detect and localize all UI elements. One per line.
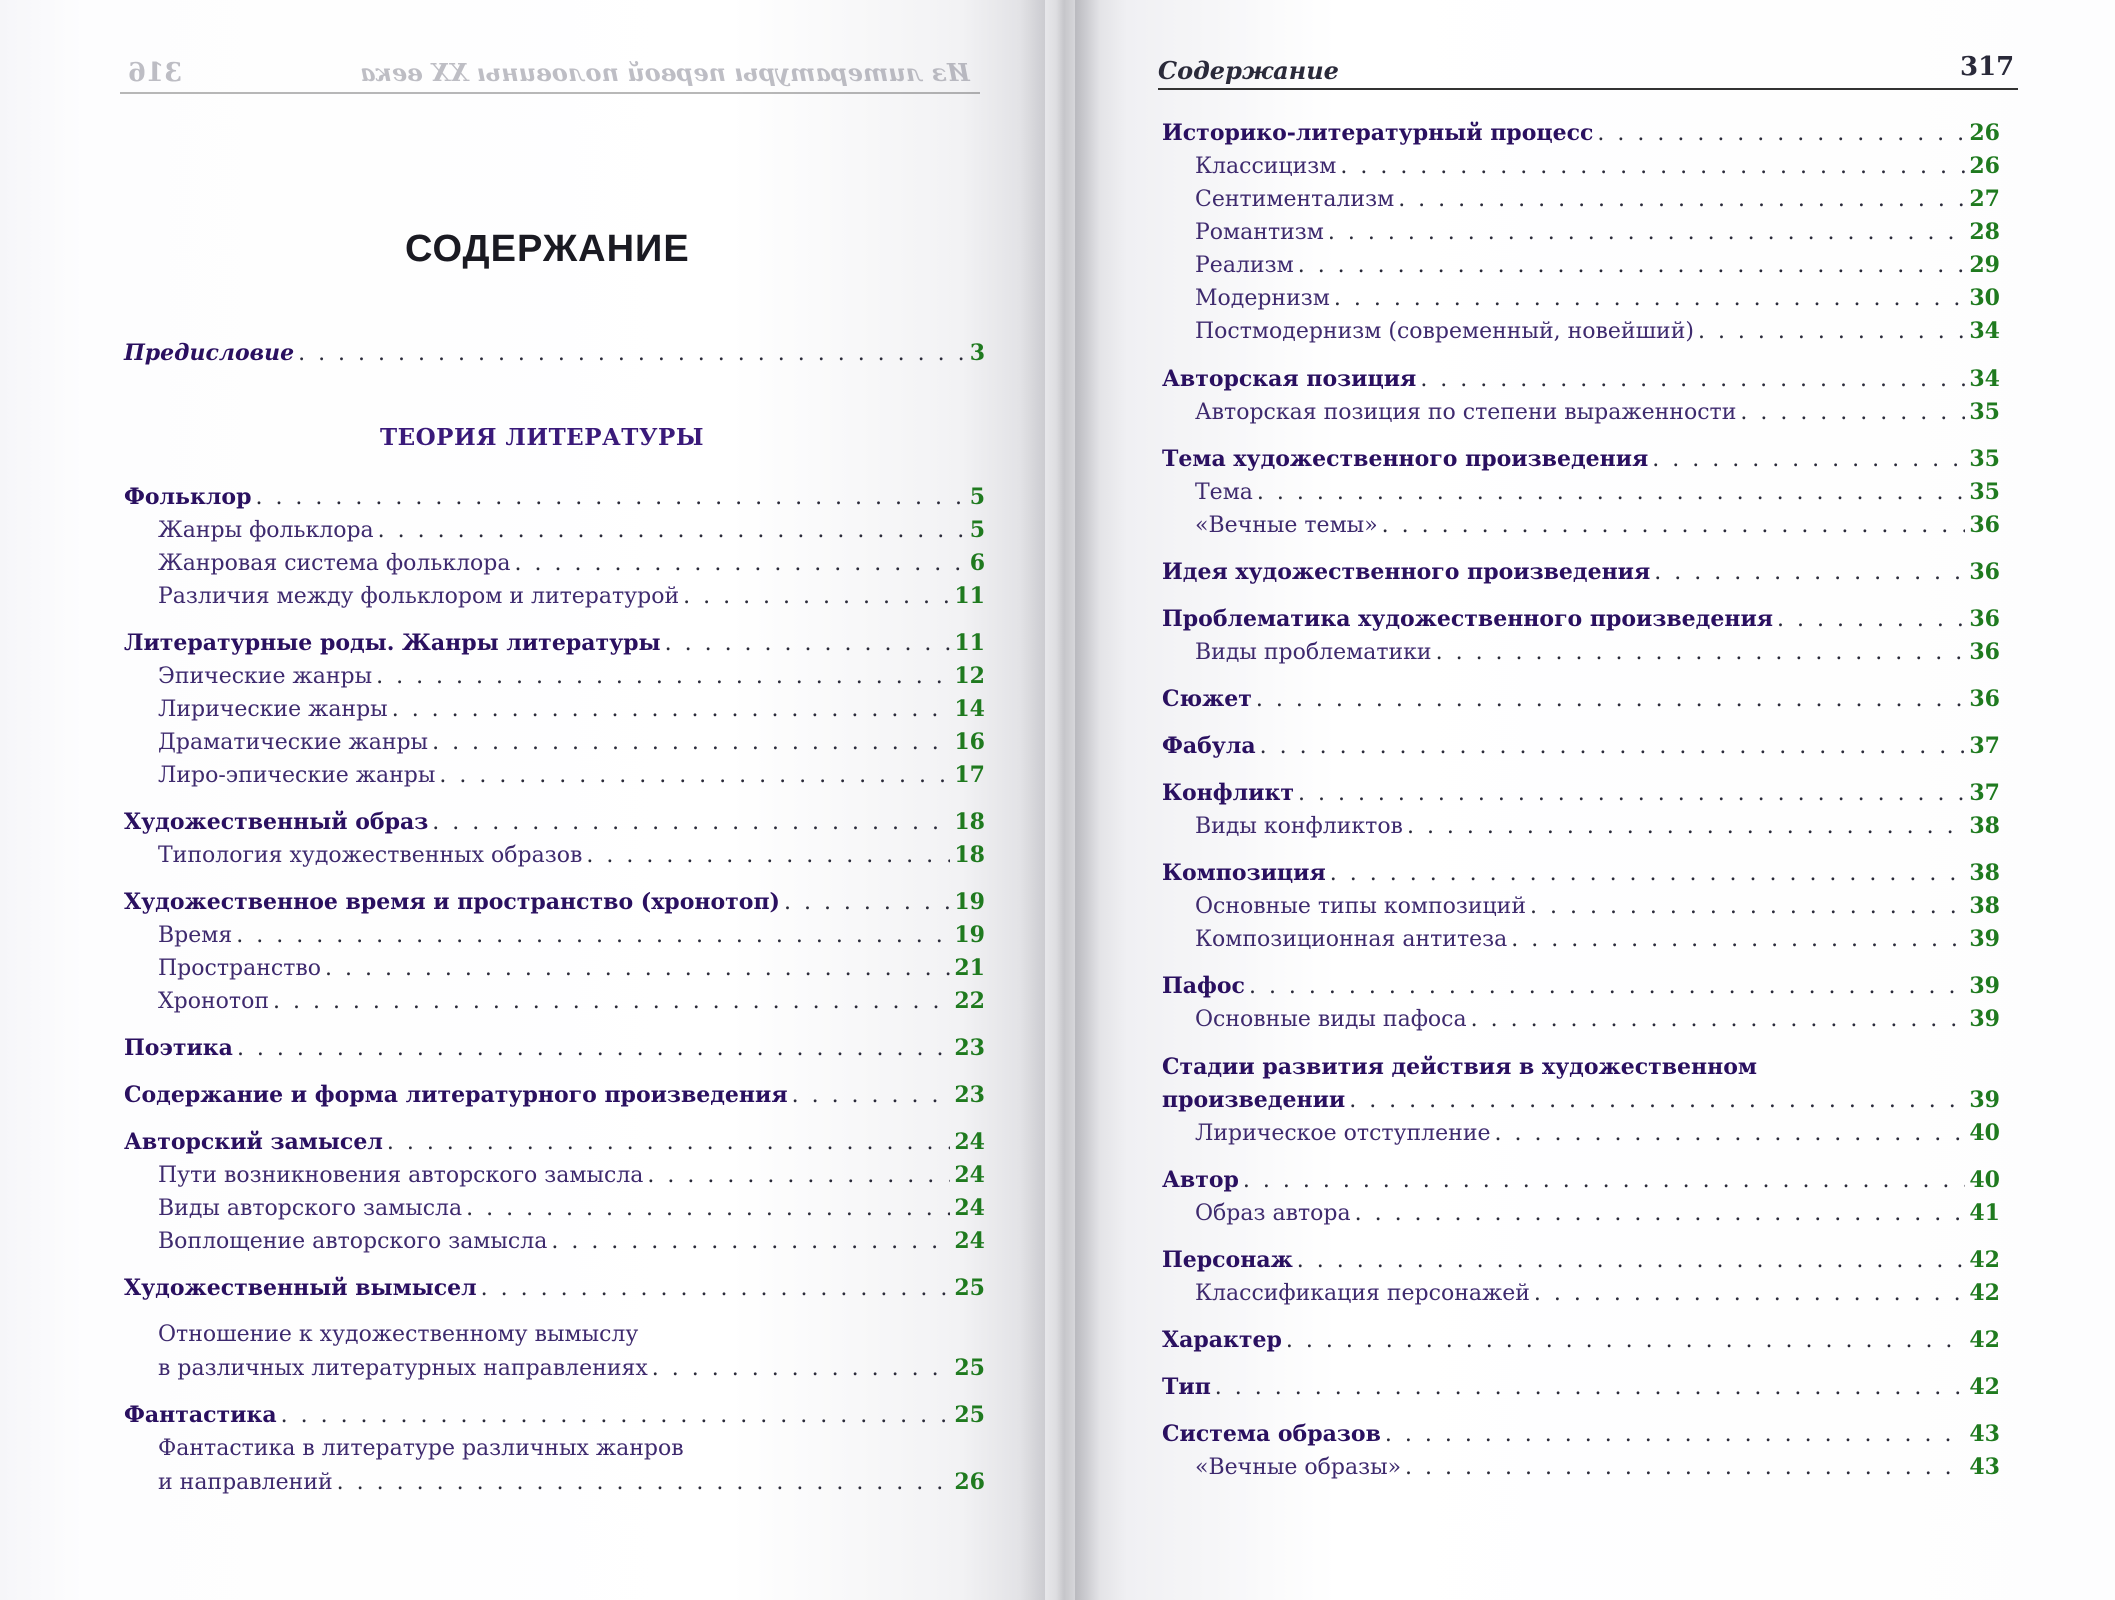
left-folio: 316 (128, 58, 183, 88)
toc-page-number: 43 (1969, 1454, 2000, 1480)
toc-entry-chapter (1162, 858, 2000, 889)
toc-entry-label: произведении (1162, 1087, 1346, 1113)
toc-page-number: 35 (1969, 399, 2000, 425)
toc-leader-dots (1530, 892, 1965, 922)
toc-page-number: 38 (1969, 893, 2000, 919)
toc-leader-dots (1495, 1119, 1966, 1149)
toc-entry-chapter (1162, 118, 2000, 149)
toc-leader-dots (1215, 1373, 1966, 1403)
toc-entry-label: Основные виды пафоса (1195, 1007, 1467, 1032)
toc-entry-label: Классицизм (1195, 154, 1337, 179)
toc-entry-label: Композиционная антитеза (1195, 927, 1508, 952)
toc-entry-label: Авторская позиция (1162, 366, 1417, 392)
toc-leader-dots (1398, 185, 1965, 215)
toc-leader-dots (1597, 119, 1965, 149)
toc-entry-chapter (1162, 1325, 2000, 1356)
toc-leader-dots (481, 1274, 951, 1304)
toc-entry-label: Воплощение авторского замысла (158, 1229, 548, 1254)
toc-entry-label: Классификация персонажей (1195, 1281, 1530, 1306)
toc-page-number: 22 (954, 988, 985, 1014)
right-folio: 317 (1960, 52, 2015, 82)
toc-leader-dots (1382, 511, 1966, 541)
toc-entry-subsection (158, 727, 985, 758)
toc-page-number: 39 (1969, 1087, 2000, 1113)
toc-entry-label: Конфликт (1162, 780, 1294, 806)
toc-entry-label: Характер (1162, 1327, 1282, 1353)
toc-entry-subsection (158, 661, 985, 692)
toc-entry-label: Художественное время и пространство (хронотоп) (124, 889, 780, 915)
toc-page-number: 28 (1969, 219, 2000, 245)
toc-leader-dots (376, 662, 950, 692)
toc-entry-subsection (1195, 924, 2000, 955)
toc-page-number: 5 (969, 517, 985, 543)
toc-page-number: 25 (954, 1275, 985, 1301)
toc-entry-label: Пути возникновения авторского замысла (158, 1163, 644, 1188)
toc-entry-label: Драматические жанры (158, 730, 429, 755)
toc-page-number: 24 (954, 1195, 985, 1221)
toc-page-number: 37 (1969, 780, 2000, 806)
toc-entry-label: Модернизм (1195, 286, 1330, 311)
book-gutter (1020, 0, 1100, 1600)
toc-page-number: 39 (1969, 1006, 2000, 1032)
toc-leader-dots (466, 1194, 950, 1224)
toc-leader-dots (1420, 365, 1965, 395)
toc-entry-label: в различных литературных направлениях (158, 1356, 648, 1381)
toc-page-number: 40 (1969, 1167, 2000, 1193)
toc-entry-chapter (124, 1400, 985, 1431)
toc-leader-dots (1257, 478, 1965, 508)
toc-entry-subsection (1195, 283, 2000, 314)
toc-entry-chapter (1162, 1165, 2000, 1196)
toc-entry-label: «Вечные образы» (1195, 1455, 1402, 1480)
toc-page-number: 36 (1969, 639, 2000, 665)
toc-entry-subsection (158, 548, 985, 579)
toc-entry-label: Содержание и форма литературного произведения (124, 1082, 788, 1108)
toc-leader-dots (1298, 251, 1966, 281)
toc-entry-chapter (1162, 364, 2000, 395)
toc-entry-chapter (124, 1080, 985, 1111)
toc-leader-dots (1534, 1279, 1965, 1309)
toc-page-number: 36 (1969, 512, 2000, 538)
toc-entry-label-line1: Стадии развития действия в художественном (1162, 1054, 1758, 1080)
toc-page-number: 26 (954, 1469, 985, 1495)
toc-leader-dots (1385, 1420, 1966, 1450)
toc-entry-subsection (158, 581, 985, 612)
toc-page-number: 40 (1969, 1120, 2000, 1146)
toc-entry-label: Виды авторского замысла (158, 1196, 463, 1221)
toc-page-number: 42 (1969, 1247, 2000, 1273)
toc-entry-label: Реализм (1195, 253, 1294, 278)
toc-entry-chapter (1162, 557, 2000, 588)
toc-leader-dots (432, 808, 950, 838)
toc-page-number: 34 (1969, 318, 2000, 344)
toc-entry-chapter (124, 1273, 985, 1304)
toc-entry-label: Авторская позиция по степени выраженности (1195, 400, 1737, 425)
toc-leader-dots (378, 516, 966, 546)
toc-entry-label: Тема художественного произведения (1162, 446, 1649, 472)
toc-entry-chapter (124, 1127, 985, 1158)
toc-entry-chapter (1162, 731, 2000, 762)
toc-leader-dots (1340, 152, 1965, 182)
toc-entry-subsection (1195, 217, 2000, 248)
toc-leader-dots (387, 1128, 951, 1158)
toc-page-number: 42 (1969, 1280, 2000, 1306)
toc-page-number: 29 (1969, 252, 2000, 278)
toc-entry-subsection (1195, 1198, 2000, 1229)
toc-entry-chapter (124, 1033, 985, 1064)
toc-entry-label: Персонаж (1162, 1247, 1293, 1273)
toc-leader-dots (1405, 1453, 1965, 1483)
toc-leader-dots (1698, 317, 1965, 347)
toc-entry-subsection (158, 986, 985, 1017)
toc-entry-label: Романтизм (1195, 220, 1324, 245)
toc-entry-label: Сентиментализм (1195, 187, 1395, 212)
toc-leader-dots (1511, 925, 1965, 955)
toc-leader-dots (237, 1034, 950, 1064)
toc-leader-dots (1334, 284, 1966, 314)
toc-entry-subsection (158, 694, 985, 725)
toc-page-number: 11 (954, 583, 985, 609)
toc-page-number: 3 (969, 340, 985, 366)
toc-entry-label: Пространство (158, 956, 321, 981)
toc-page-number: 17 (954, 762, 985, 788)
toc-page-number: 5 (969, 484, 985, 510)
toc-leader-dots (236, 921, 950, 951)
toc-entry-label: и направлений (158, 1470, 333, 1495)
toc-entry-subsection (1195, 1118, 2000, 1149)
toc-leader-dots (1297, 1246, 1966, 1276)
toc-page-number: 27 (1969, 186, 2000, 212)
toc-page-number: 18 (954, 842, 985, 868)
toc-leader-dots (281, 1401, 951, 1431)
toc-entry-chapter (124, 887, 985, 918)
toc-leader-dots (392, 695, 951, 725)
toc-leader-dots (515, 549, 966, 579)
toc-page-number: 12 (954, 663, 985, 689)
toc-entry-label: Постмодернизм (современный, новейший) (1195, 319, 1694, 344)
toc-entry-chapter (124, 807, 985, 838)
toc-leader-dots (1298, 779, 1965, 809)
right-running-head: Содержание (1158, 56, 1339, 85)
toc-page-number: 37 (1969, 733, 2000, 759)
toc-entry-label: Лирические жанры (158, 697, 388, 722)
toc-entry-label: Жанры фольклора (158, 518, 374, 543)
toc-entry-subsection (1195, 477, 2000, 508)
toc-entry-label: Эпические жанры (158, 664, 373, 689)
toc-entry-label-line1: Отношение к художественному вымыслу (158, 1322, 639, 1347)
toc-page-number: 42 (1969, 1374, 2000, 1400)
toc-leader-dots (1652, 445, 1965, 475)
toc-page-number: 26 (1969, 120, 2000, 146)
toc-entry-label: Типология художественных образов (158, 843, 583, 868)
contents-title: СОДЕРЖАНИЕ (405, 228, 690, 270)
toc-entry-subsection (158, 1193, 985, 1224)
toc-entry-label: Тип (1162, 1374, 1211, 1400)
toc-entry-subsection (1195, 250, 2000, 281)
toc-leader-dots (255, 483, 965, 513)
toc-leader-dots (432, 728, 950, 758)
toc-page-number: 30 (1969, 285, 2000, 311)
toc-page-number: 23 (954, 1035, 985, 1061)
toc-page-number: 11 (954, 630, 985, 656)
toc-entry-chapter (1162, 1085, 2000, 1116)
toc-entry-subsection (1195, 397, 2000, 428)
toc-leader-dots (273, 987, 950, 1017)
toc-entry-subsection (1195, 184, 2000, 215)
toc-entry-subsection (1195, 637, 2000, 668)
toc-leader-dots (1328, 218, 1965, 248)
toc-entry-label: Тема (1195, 480, 1253, 505)
toc-page-number: 35 (1969, 479, 2000, 505)
toc-page-number: 38 (1969, 813, 2000, 839)
toc-entry-subsection (1195, 1004, 2000, 1035)
toc-leader-dots (1471, 1005, 1966, 1035)
toc-page-number: 34 (1969, 366, 2000, 392)
toc-leader-dots (1436, 638, 1966, 668)
toc-entry-label: Лиро-эпические жанры (158, 763, 436, 788)
toc-leader-dots (1654, 558, 1965, 588)
toc-entry-label: Сюжет (1162, 686, 1252, 712)
toc-leader-dots (652, 1354, 951, 1384)
toc-page-number: 24 (954, 1228, 985, 1254)
toc-page-number: 26 (1969, 153, 2000, 179)
toc-entry-subsection (1195, 1452, 2000, 1483)
toc-entry-label: Историко-литературный процесс (1162, 120, 1594, 146)
toc-entry-chapter (124, 482, 985, 513)
toc-entry-subsection (158, 1353, 985, 1384)
toc-entry-chapter (124, 628, 985, 659)
toc-entry-label: Виды конфликтов (1195, 814, 1403, 839)
toc-entry-subsection (158, 840, 985, 871)
toc-entry-label: Предисловие (124, 340, 295, 366)
toc-leader-dots (1249, 972, 1965, 1002)
toc-entry-label: Фольклор (124, 484, 252, 510)
toc-entry-subsection (1195, 811, 2000, 842)
toc-page-number: 18 (954, 809, 985, 835)
toc-page-number: 16 (954, 729, 985, 755)
toc-entry-label: Идея художественного произведения (1162, 559, 1651, 585)
toc-entry-subsection (158, 953, 985, 984)
toc-entry-chapter (1162, 604, 2000, 635)
toc-entry-subsection (158, 1226, 985, 1257)
toc-leader-dots (1330, 859, 1966, 889)
toc-entry-label: Пафос (1162, 973, 1245, 999)
toc-entry-chapter (1162, 1372, 2000, 1403)
toc-page-number: 24 (954, 1162, 985, 1188)
toc-entry-chapter (1162, 1419, 2000, 1450)
toc-entry-label: Основные типы композиций (1195, 894, 1526, 919)
toc-leader-dots (665, 629, 951, 659)
toc-leader-dots (683, 582, 950, 612)
toc-page-number: 38 (1969, 860, 2000, 886)
toc-entry-subsection (158, 920, 985, 951)
toc-entry-chapter (1162, 444, 2000, 475)
toc-entry-label: Виды проблематики (1195, 640, 1432, 665)
toc-entry-label: Лирическое отступление (1195, 1121, 1491, 1146)
toc-page-number: 23 (954, 1082, 985, 1108)
toc-entry-label: Композиция (1162, 860, 1326, 886)
toc-page-number: 43 (1969, 1421, 2000, 1447)
left-header-rule (120, 92, 980, 94)
toc-entry-subsection (1195, 1278, 2000, 1309)
toc-page-number: 36 (1969, 686, 2000, 712)
right-header-rule (1158, 88, 2018, 90)
toc-entry-label-line1: Фантастика в литературе различных жанров (158, 1436, 684, 1461)
toc-entry-label: Жанровая система фольклора (158, 551, 511, 576)
toc-leader-dots (325, 954, 950, 984)
toc-entry-label: Проблематика художественного произведения (1162, 606, 1774, 632)
toc-page-number: 35 (1969, 446, 2000, 472)
toc-leader-dots (1243, 1166, 1965, 1196)
section-title-theory: ТЕОРИЯ ЛИТЕРАТУРЫ (380, 424, 704, 451)
toc-entry-label: Автор (1162, 1167, 1239, 1193)
toc-entry-chapter (1162, 971, 2000, 1002)
toc-leader-dots (1355, 1199, 1966, 1229)
toc-entry-label: Художественный вымысел (124, 1275, 477, 1301)
toc-leader-dots (586, 841, 950, 871)
toc-leader-dots (337, 1468, 951, 1498)
toc-leader-dots (1407, 812, 1965, 842)
toc-leader-dots (298, 339, 966, 369)
toc-entry-label: Хронотоп (158, 989, 269, 1014)
left-running-head: Из литературы первой половины XX века (360, 58, 970, 87)
toc-leader-dots (1260, 732, 1966, 762)
toc-entry-chapter (1162, 1245, 2000, 1276)
toc-page-number: 19 (954, 889, 985, 915)
toc-page-number: 14 (954, 696, 985, 722)
toc-entry-label: «Вечные темы» (1195, 513, 1378, 538)
toc-leader-dots (792, 1081, 951, 1111)
toc-entry-label: Фабула (1162, 733, 1256, 759)
toc-leader-dots (1256, 685, 1965, 715)
toc-page-number: 36 (1969, 606, 2000, 632)
toc-page-number: 24 (954, 1129, 985, 1155)
toc-leader-dots (1349, 1086, 1965, 1116)
toc-entry-subsection (158, 1160, 985, 1191)
toc-leader-dots (439, 761, 950, 791)
toc-entry-label: Время (158, 923, 233, 948)
toc-leader-dots (1286, 1326, 1966, 1356)
toc-entry-subsection (1195, 316, 2000, 347)
toc-page-number: 21 (954, 955, 985, 981)
toc-leader-dots (647, 1161, 950, 1191)
toc-leader-dots (551, 1227, 950, 1257)
toc-page-number: 42 (1969, 1327, 2000, 1353)
toc-entry-label: Фантастика (124, 1402, 277, 1428)
toc-page-number: 25 (954, 1402, 985, 1428)
toc-entry-subsection (158, 760, 985, 791)
toc-page-number: 41 (1969, 1200, 2000, 1226)
toc-page-number: 6 (969, 550, 985, 576)
toc-entry-chapter (1162, 684, 2000, 715)
toc-page-number: 36 (1969, 559, 2000, 585)
toc-entry-label: Авторский замысел (124, 1129, 383, 1155)
toc-entry-chapter (1162, 778, 2000, 809)
toc-page-number: 39 (1969, 973, 2000, 999)
toc-entry-chapter (124, 338, 985, 369)
toc-entry-subsection (1195, 510, 2000, 541)
toc-entry-label: Система образов (1162, 1421, 1381, 1447)
toc-page-number: 25 (954, 1355, 985, 1381)
toc-leader-dots (1777, 605, 1965, 635)
toc-entry-label: Образ автора (1195, 1201, 1351, 1226)
toc-entry-label: Литературные роды. Жанры литературы (124, 630, 661, 656)
toc-page-number: 19 (954, 922, 985, 948)
toc-entry-label: Поэтика (124, 1035, 233, 1061)
toc-entry-subsection (158, 515, 985, 546)
toc-leader-dots (784, 888, 950, 918)
toc-leader-dots (1740, 398, 1965, 428)
toc-entry-subsection (158, 1467, 985, 1498)
toc-entry-subsection (1195, 891, 2000, 922)
toc-page-number: 39 (1969, 926, 2000, 952)
toc-entry-subsection (1195, 151, 2000, 182)
toc-entry-label: Художественный образ (124, 809, 429, 835)
toc-entry-label: Различия между фольклором и литературой (158, 584, 680, 609)
